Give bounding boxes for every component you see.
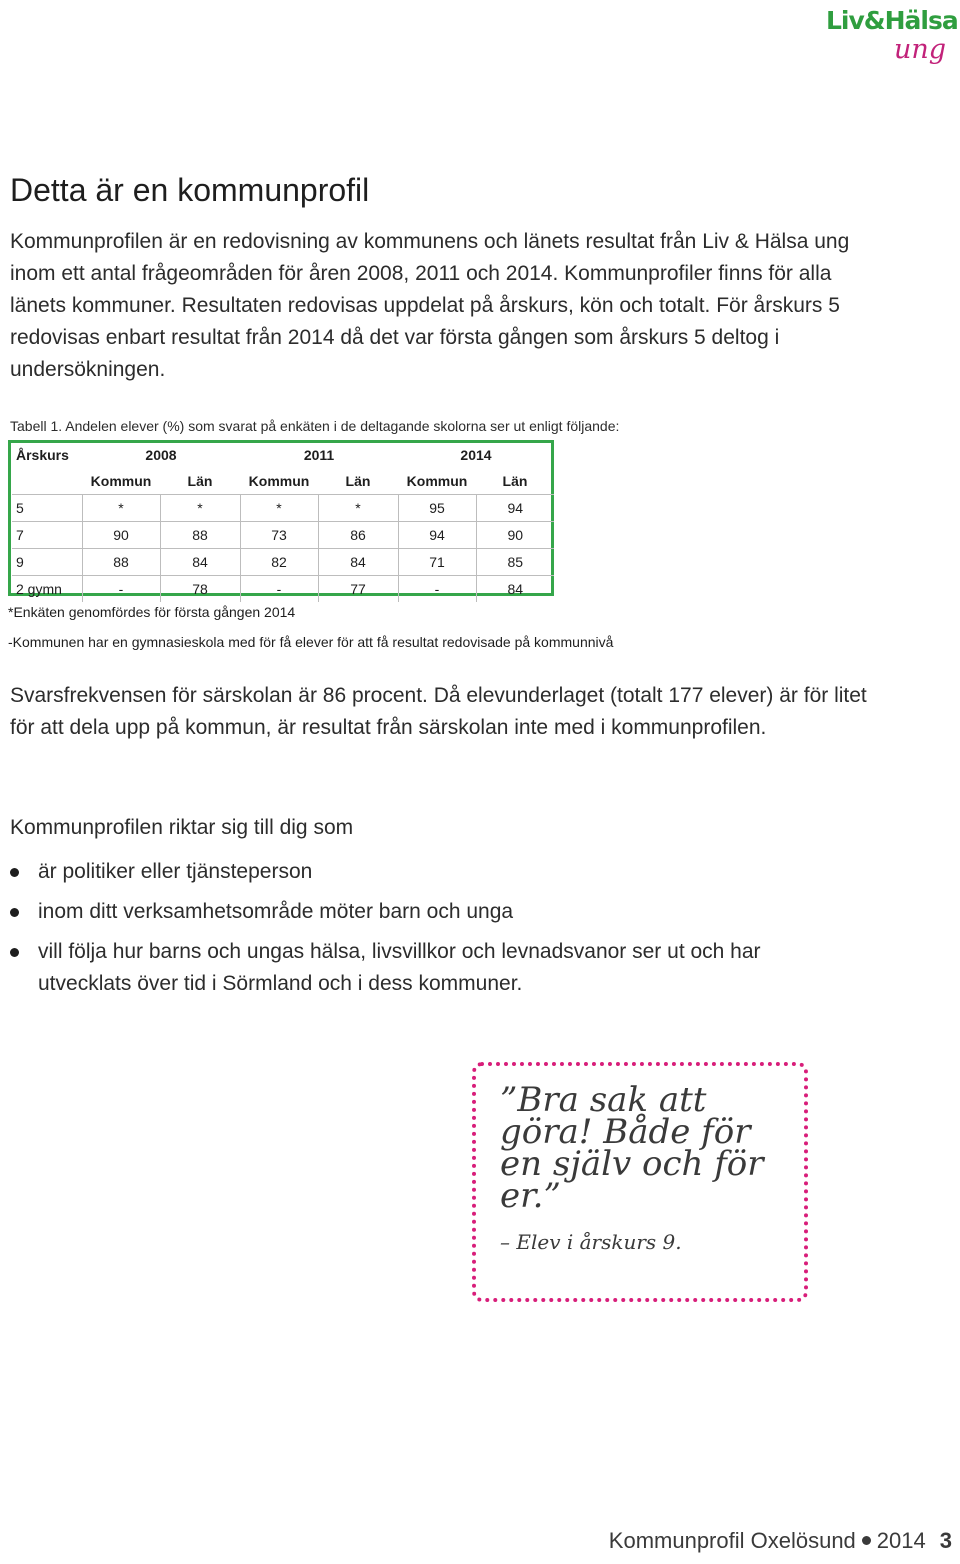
- list-item-text: är politiker eller tjänsteperson: [38, 860, 313, 883]
- table-cell: 86: [318, 522, 398, 549]
- table-cell: *: [82, 495, 160, 522]
- audience-list: [10, 856, 830, 1008]
- table-footnote-dash: -Kommunen har en gymnasieskola med för få elever för att få resultat redovisade på kommunnivå: [8, 634, 614, 650]
- table-cell: 88: [160, 522, 240, 549]
- response-rate-paragraph: Svarsfrekvensen för särskolan är 86 procent. Då elevunderlaget (totalt 177 elever) är för litet för att dela upp på kommun, är resultat från särskolan inte med i kommunprofilen.: [10, 684, 867, 739]
- table-cell: 90: [82, 522, 160, 549]
- list-item-text: vill följa hur barns och ungas hälsa, livsvillkor och levnadsvanor ser ut och har utvecklats över tid i Sörmland och i dess kommuner.: [38, 940, 761, 995]
- subheader-cell: Län: [345, 473, 371, 489]
- row-label: 7: [12, 522, 82, 549]
- liv-halsa-ung-logo: [826, 4, 956, 70]
- table-cell: -: [240, 576, 318, 603]
- year-header: 2008: [145, 447, 177, 463]
- table-cell: 84: [476, 576, 554, 603]
- table-cell: 77: [318, 576, 398, 603]
- bullet-icon: [10, 868, 19, 877]
- table-cell: 94: [476, 495, 554, 522]
- table-cell: -: [398, 576, 476, 603]
- table-caption: Tabell 1. Andelen elever (%) som svarat på enkäten i de deltagande skolorna ser ut enligt följande:: [10, 418, 620, 434]
- subheader-empty: [12, 468, 82, 495]
- logo-top-text: Liv&Hälsa: [826, 6, 958, 35]
- list-item-text: inom ditt verksamhetsområde möter barn och unga: [38, 900, 514, 923]
- table-cell: -: [82, 576, 160, 603]
- table-cell: 71: [398, 549, 476, 576]
- subheader-cell: Län: [502, 473, 528, 489]
- subheader-cell: Kommun: [406, 473, 468, 489]
- row-label: 9: [12, 549, 82, 576]
- table-footnote-star: *Enkäten genomfördes för första gången 2014: [8, 604, 296, 620]
- table-cell: 95: [398, 495, 476, 522]
- table-cell: 94: [398, 522, 476, 549]
- table-cell: *: [240, 495, 318, 522]
- quote-author: – Elev i årskurs 9.: [500, 1230, 682, 1254]
- response-rate-table: [12, 442, 554, 602]
- year-header: 2014: [460, 447, 492, 463]
- row-label: 2 gymn: [12, 576, 82, 603]
- table-cell: *: [160, 495, 240, 522]
- table-cell: 88: [82, 549, 160, 576]
- table-row: [12, 549, 554, 576]
- bullet-icon: [10, 908, 19, 917]
- subheader-cell: Kommun: [248, 473, 310, 489]
- page-number: 3: [939, 1528, 952, 1553]
- row-header-label: Årskurs: [16, 447, 69, 463]
- bullet-icon: [10, 948, 19, 957]
- intro-paragraph: Kommunprofilen är en redovisning av kommunens och länets resultat från Liv & Hälsa ung inom ett antal frågeområden för åren 2008, 2011 och 2014. Kommunprofiler finns för alla länets kommuner. Resultaten redovisas uppdelat på årskurs, kön och totalt. För årskurs 5 redovisas enbart resultat från 2014 då det var första gången som årskurs 5 deltog i undersökningen.: [10, 230, 850, 381]
- year-header: 2011: [303, 447, 335, 463]
- footer-title: Kommunprofil Oxelösund: [608, 1528, 856, 1553]
- subheader-cell: Län: [187, 473, 213, 489]
- table-cell: 90: [476, 522, 554, 549]
- footer-year: 2014: [876, 1528, 926, 1553]
- table-subheader-row: [12, 468, 554, 495]
- table-cell: 84: [160, 549, 240, 576]
- subheader-cell: Kommun: [90, 473, 152, 489]
- page-title: Detta är en kommunprofil: [10, 172, 370, 208]
- page-footer: [609, 1528, 952, 1554]
- table-cell: 78: [160, 576, 240, 603]
- table-row: [12, 495, 554, 522]
- quote-text: ”Bra sak att göra! Både för en själv och för er.”: [500, 1080, 764, 1216]
- table-row: [12, 522, 554, 549]
- list-item: [10, 896, 830, 928]
- logo-bottom-text: ung: [894, 34, 947, 65]
- table-cell: 73: [240, 522, 318, 549]
- table-cell: 82: [240, 549, 318, 576]
- list-item: [10, 856, 830, 888]
- bullet-separator-icon: [862, 1536, 871, 1545]
- table-cell: *: [318, 495, 398, 522]
- audience-lead: Kommunprofilen riktar sig till dig som: [10, 816, 354, 839]
- table-year-header-row: [12, 442, 554, 468]
- list-item: [10, 936, 830, 1000]
- table-cell: 84: [318, 549, 398, 576]
- table-row: [12, 576, 554, 603]
- row-label: 5: [12, 495, 82, 522]
- table-cell: 85: [476, 549, 554, 576]
